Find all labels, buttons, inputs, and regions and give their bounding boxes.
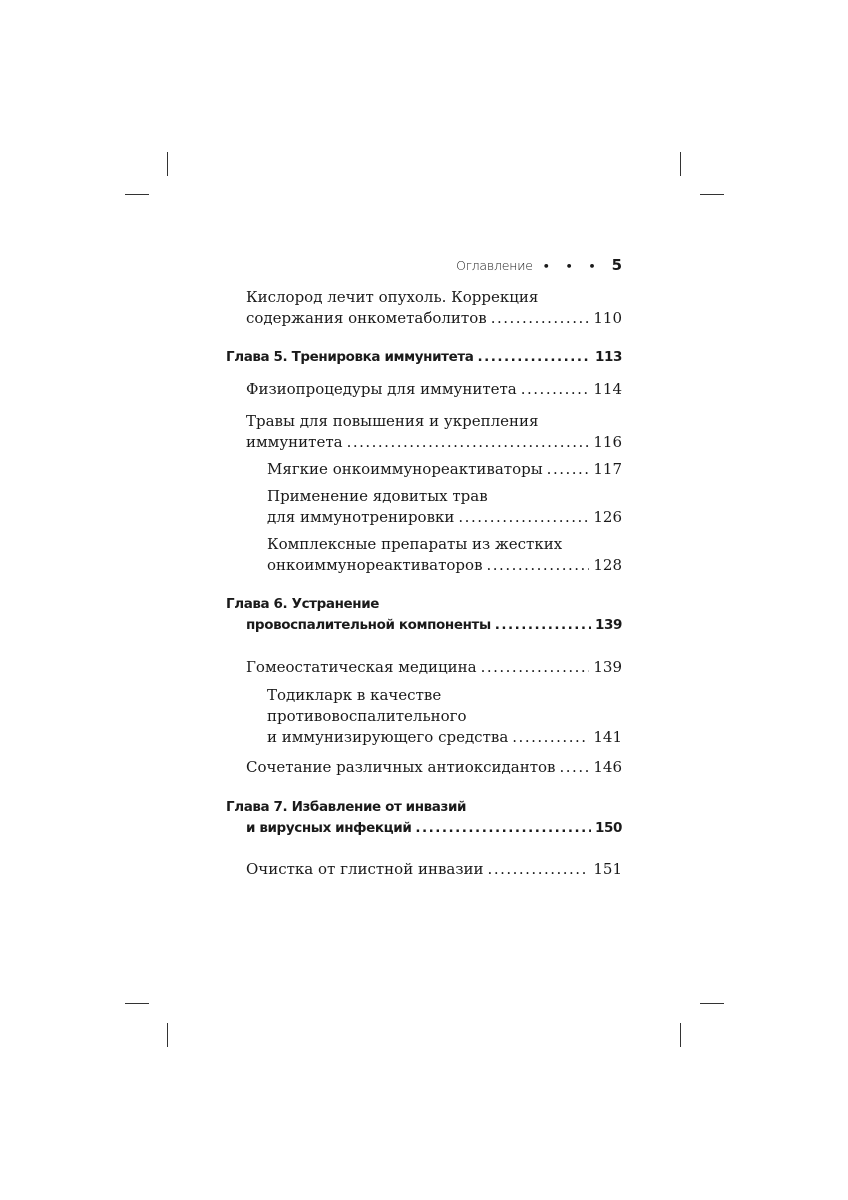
toc-subentry[interactable] xyxy=(267,534,622,576)
crop-mark-bottom-right xyxy=(700,1003,724,1004)
toc-entry-page: 113 xyxy=(595,349,622,365)
dot-leader xyxy=(488,859,590,880)
toc-entry[interactable] xyxy=(246,757,622,778)
dot-leader xyxy=(495,615,591,636)
crop-mark-top-right xyxy=(700,194,724,195)
toc-chapter-entry[interactable] xyxy=(226,594,622,636)
toc-entry-title: содержания онкометаболитов xyxy=(246,309,487,327)
page-number: 5 xyxy=(611,256,622,274)
toc-entry-page: 117 xyxy=(593,460,622,478)
toc-subentry[interactable] xyxy=(267,486,622,528)
toc-entry-title: для иммунотренировки xyxy=(267,508,455,526)
dot-leader xyxy=(547,459,590,480)
toc-entry-title: Сочетание различных антиоксидантов xyxy=(246,758,556,776)
toc-entry-title: иммунитета xyxy=(246,433,343,451)
dot-leader xyxy=(560,757,590,778)
toc-entry-page: 151 xyxy=(593,860,622,878)
toc-chapter-title: Глава 7. Избавление от инвазий xyxy=(226,799,467,815)
toc-entry-page: 139 xyxy=(593,658,622,676)
toc-entry-title: Травы для повышения и укрепления xyxy=(246,412,539,430)
crop-mark-top-left xyxy=(125,194,149,195)
toc-entry-title: Комплексные препараты из жестких xyxy=(267,535,563,553)
running-head xyxy=(420,256,622,276)
toc-chapter-entry[interactable] xyxy=(226,797,622,839)
toc-entry-page: 126 xyxy=(593,508,622,526)
toc-entry-title: Физиопроцедуры для иммунитета xyxy=(246,380,517,398)
toc-entry[interactable] xyxy=(246,379,622,400)
dot-leader xyxy=(521,379,590,400)
crop-mark-top-right xyxy=(680,152,681,176)
dot-leader xyxy=(487,555,590,576)
toc-entry-page: 116 xyxy=(593,433,622,451)
toc-entry-page: 128 xyxy=(593,556,622,574)
toc-subentry[interactable] xyxy=(267,459,622,480)
dot-leader xyxy=(347,432,590,453)
toc-entry-title: Очистка от глистной инвазии xyxy=(246,860,484,878)
toc-entry-title: онкоиммунореактиваторов xyxy=(267,556,483,574)
toc-entry-title: Мягкие онкоиммунореактиваторы xyxy=(267,460,543,478)
toc-entry-page: 114 xyxy=(593,380,622,398)
dot-leader xyxy=(491,308,590,329)
toc-entry-page: 139 xyxy=(595,617,622,633)
toc-entry-page: 146 xyxy=(593,758,622,776)
toc-entry-page: 141 xyxy=(593,728,622,746)
toc-entry[interactable] xyxy=(246,411,622,453)
crop-mark-top-left xyxy=(167,152,168,176)
toc-chapter-title: и вирусных инфекций xyxy=(246,820,412,836)
toc-entry-title: Применение ядовитых трав xyxy=(267,487,488,505)
toc-entry[interactable] xyxy=(246,859,622,880)
toc-chapter-title: Глава 5. Тренировка иммунитета xyxy=(226,349,474,365)
section-title: Оглавление xyxy=(456,258,533,273)
crop-mark-bottom-left xyxy=(167,1023,168,1047)
toc-chapter-title: провоспалительной компоненты xyxy=(246,617,491,633)
dot-leader xyxy=(477,347,591,368)
toc-entry-title: и иммунизирующего средства xyxy=(267,728,509,746)
toc-entry-page: 110 xyxy=(593,309,622,327)
toc-entry-title: Тодикларк в качестве xyxy=(267,686,442,704)
toc-entry-title: Кислород лечит опухоль. Коррекция xyxy=(246,288,539,306)
toc-entry[interactable] xyxy=(246,287,622,329)
toc-chapter-title: Глава 6. Устранение xyxy=(226,596,380,612)
bullet-dots: • • • xyxy=(542,260,602,273)
dot-leader xyxy=(415,818,591,839)
toc-entry-page: 150 xyxy=(595,820,622,836)
toc-entry[interactable] xyxy=(246,657,622,678)
toc-entry-title: Гомеостатическая медицина xyxy=(246,658,477,676)
toc-subentry[interactable] xyxy=(267,685,622,748)
dot-leader xyxy=(458,507,589,528)
crop-mark-bottom-right xyxy=(680,1023,681,1047)
toc-entry-title: противовоспалительного xyxy=(267,707,467,725)
dot-leader xyxy=(481,657,590,678)
dot-leader xyxy=(512,727,589,748)
toc-chapter-entry[interactable] xyxy=(226,347,622,368)
crop-mark-bottom-left xyxy=(125,1003,149,1004)
